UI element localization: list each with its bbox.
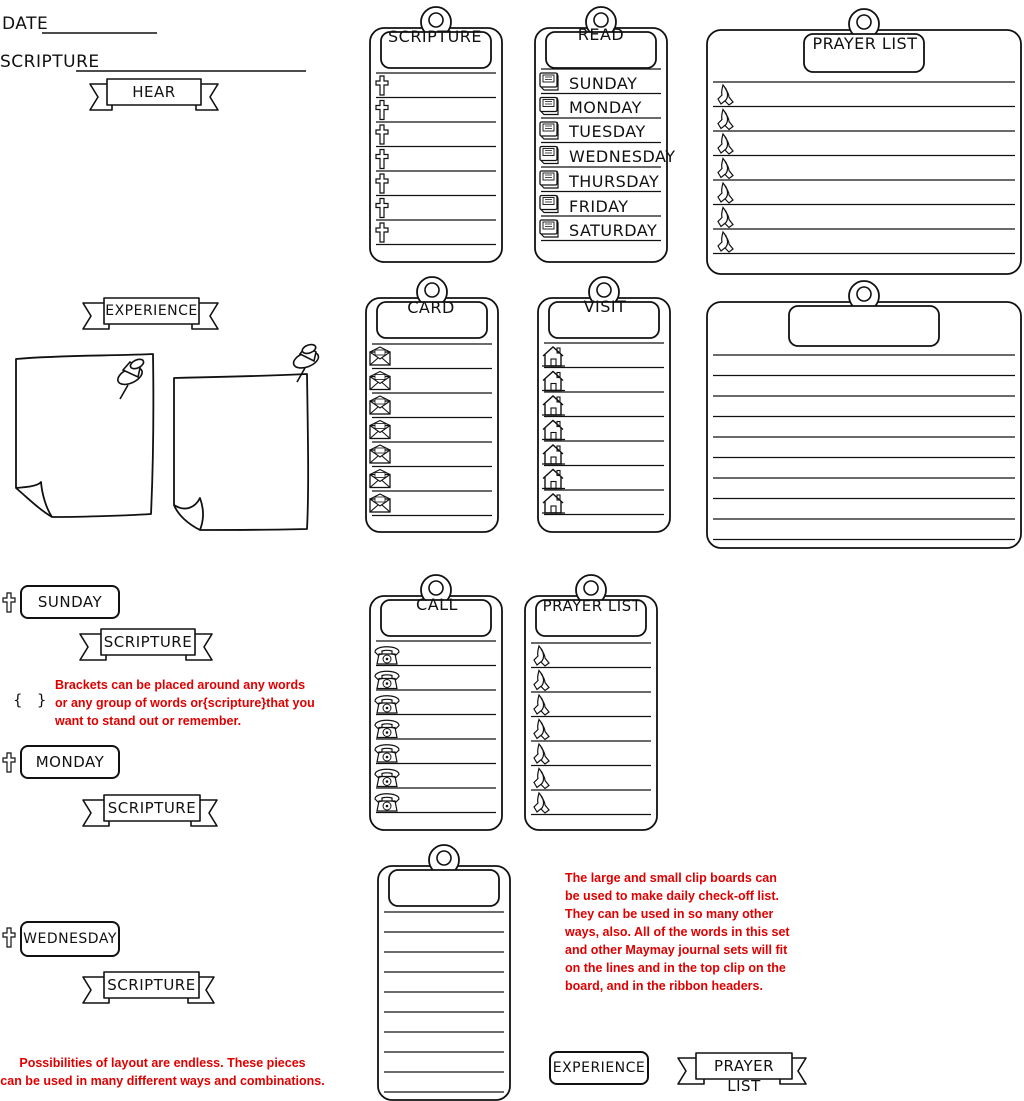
read-day-friday: FRIDAY xyxy=(569,197,629,216)
board-title-visit: VISIT xyxy=(583,297,627,316)
brackets-note xyxy=(55,676,325,730)
board-title-card: CARD xyxy=(407,298,455,317)
hear-ribbon: HEAR xyxy=(132,83,176,101)
read-day-tuesday: TUESDAY xyxy=(569,122,646,141)
day-pill-wednesday: WEDNESDAY xyxy=(20,921,120,957)
read-day-saturday: SATURDAY xyxy=(569,221,658,240)
read-day-monday: MONDAY xyxy=(569,98,642,117)
scripture-label: SCRIPTURE xyxy=(0,52,100,72)
prayer-list-ribbon: PRAYER LIST xyxy=(713,1057,775,1095)
scripture-ribbon-monday: SCRIPTURE xyxy=(107,799,197,817)
board-title-prayer-list: PRAYER LIST xyxy=(812,34,918,53)
day-pill-sunday: SUNDAY xyxy=(20,585,120,619)
scripture-ribbon-sunday: SCRIPTURE xyxy=(103,633,193,651)
clipboards-note: The large and small clip boards can be used to make daily check-off list. They can be used in so many other ways, also. All of the words in this set and other Maymay journal sets will fit on the lines and in the top clip on the board, and in the ribbon headers. xyxy=(565,871,790,993)
scripture-ribbon-wednesday: SCRIPTURE xyxy=(107,976,196,994)
read-day-wednesday: WEDNESDAY xyxy=(569,147,676,166)
clipboard-blank-large xyxy=(707,281,1021,548)
read-day-thursday: THURSDAY xyxy=(569,172,660,191)
experience-ribbon: EXPERIENCE xyxy=(105,303,198,319)
date-label: DATE xyxy=(2,14,49,34)
board-title-prayer-list-small: PRAYER LIST xyxy=(542,597,642,615)
day-pill-monday: MONDAY xyxy=(20,745,120,779)
brackets-glyph: { } xyxy=(13,691,47,709)
layout-note: Possibilities of layout are endless. These pieces can be used in many different ways and combinations. xyxy=(0,1056,325,1088)
board-title-scripture: SCRIPTURE xyxy=(387,27,483,46)
brackets-note-line1: Brackets can be placed around any words xyxy=(55,678,306,692)
brackets-note-line2: or any group of words or{scripture}that you xyxy=(55,696,315,710)
clipboard-blank-small xyxy=(378,845,510,1100)
brackets-note-line3: want to stand out or remember. xyxy=(55,714,242,728)
read-day-sunday: SUNDAY xyxy=(569,74,638,93)
board-title-read: READ xyxy=(577,25,625,44)
board-title-call: CALL xyxy=(416,595,458,614)
experience-pill: EXPERIENCE xyxy=(549,1051,649,1085)
